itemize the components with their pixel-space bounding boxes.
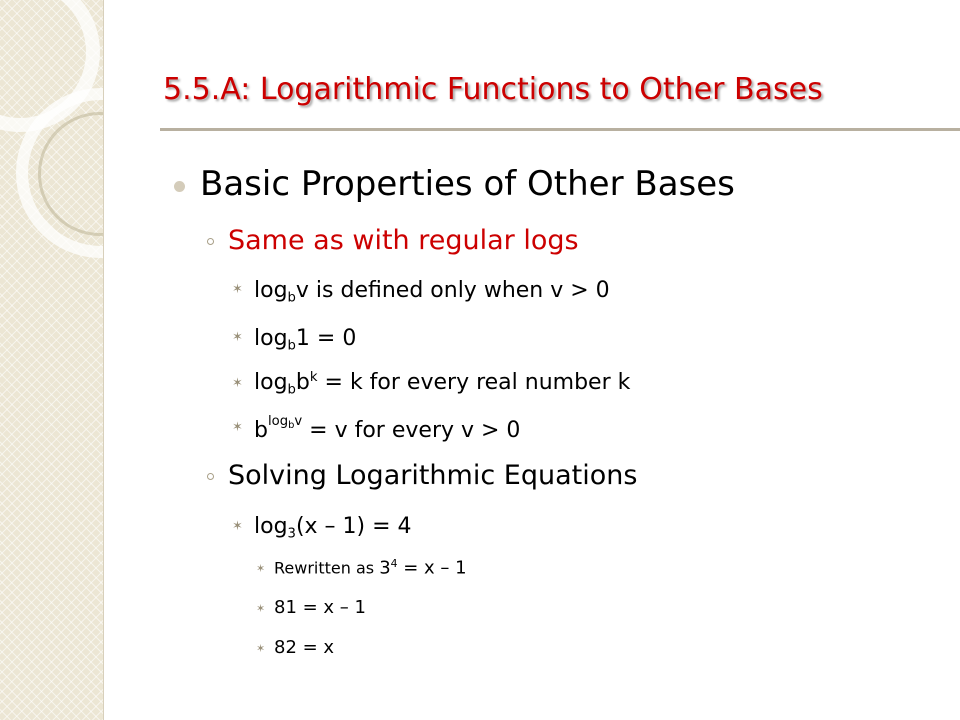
subheading-regular-logs: Same as with regular logs [228,225,579,256]
step-81: 81 = x – 1 [274,597,366,618]
property-log-one: $\log_b1 = 0$ [254,326,357,354]
star-bullet-icon: ✶ [232,330,243,345]
equation-log3: $\log_3(x - 1) = 4$ [254,514,412,542]
star-bullet-icon: ✶ [232,420,243,435]
step-rewritten: Rewritten as $3^4 = x - 1$ [274,557,467,579]
slide-title: 5.5.A: Logarithmic Functions to Other Bases [163,72,823,107]
ring-bullet-icon [207,238,214,245]
property-exp-log: $b^{log_bv} = v$ for every v > 0 [254,414,521,443]
star-bullet-icon: ✶ [232,282,243,297]
main-heading: Basic Properties of Other Bases [200,164,735,204]
property-log-power: $\log_bb^k = k$ for every real number k [254,370,631,398]
decorative-side-band [0,0,104,720]
star-bullet-icon: ✶ [256,642,266,655]
star-bullet-icon: ✶ [256,602,266,615]
property-positive-domain: $\log_bv$ is defined only when v > 0 [254,278,610,306]
step-82: 82 = x [274,637,335,658]
star-bullet-icon: ✶ [256,562,266,575]
star-bullet-icon: ✶ [232,519,243,534]
ring-bullet-icon [207,473,214,480]
subheading-solving-equations: Solving Logarithmic Equations [228,460,638,491]
title-divider [160,128,960,131]
star-bullet-icon: ✶ [232,376,243,391]
bullet-dot-icon [174,181,185,192]
